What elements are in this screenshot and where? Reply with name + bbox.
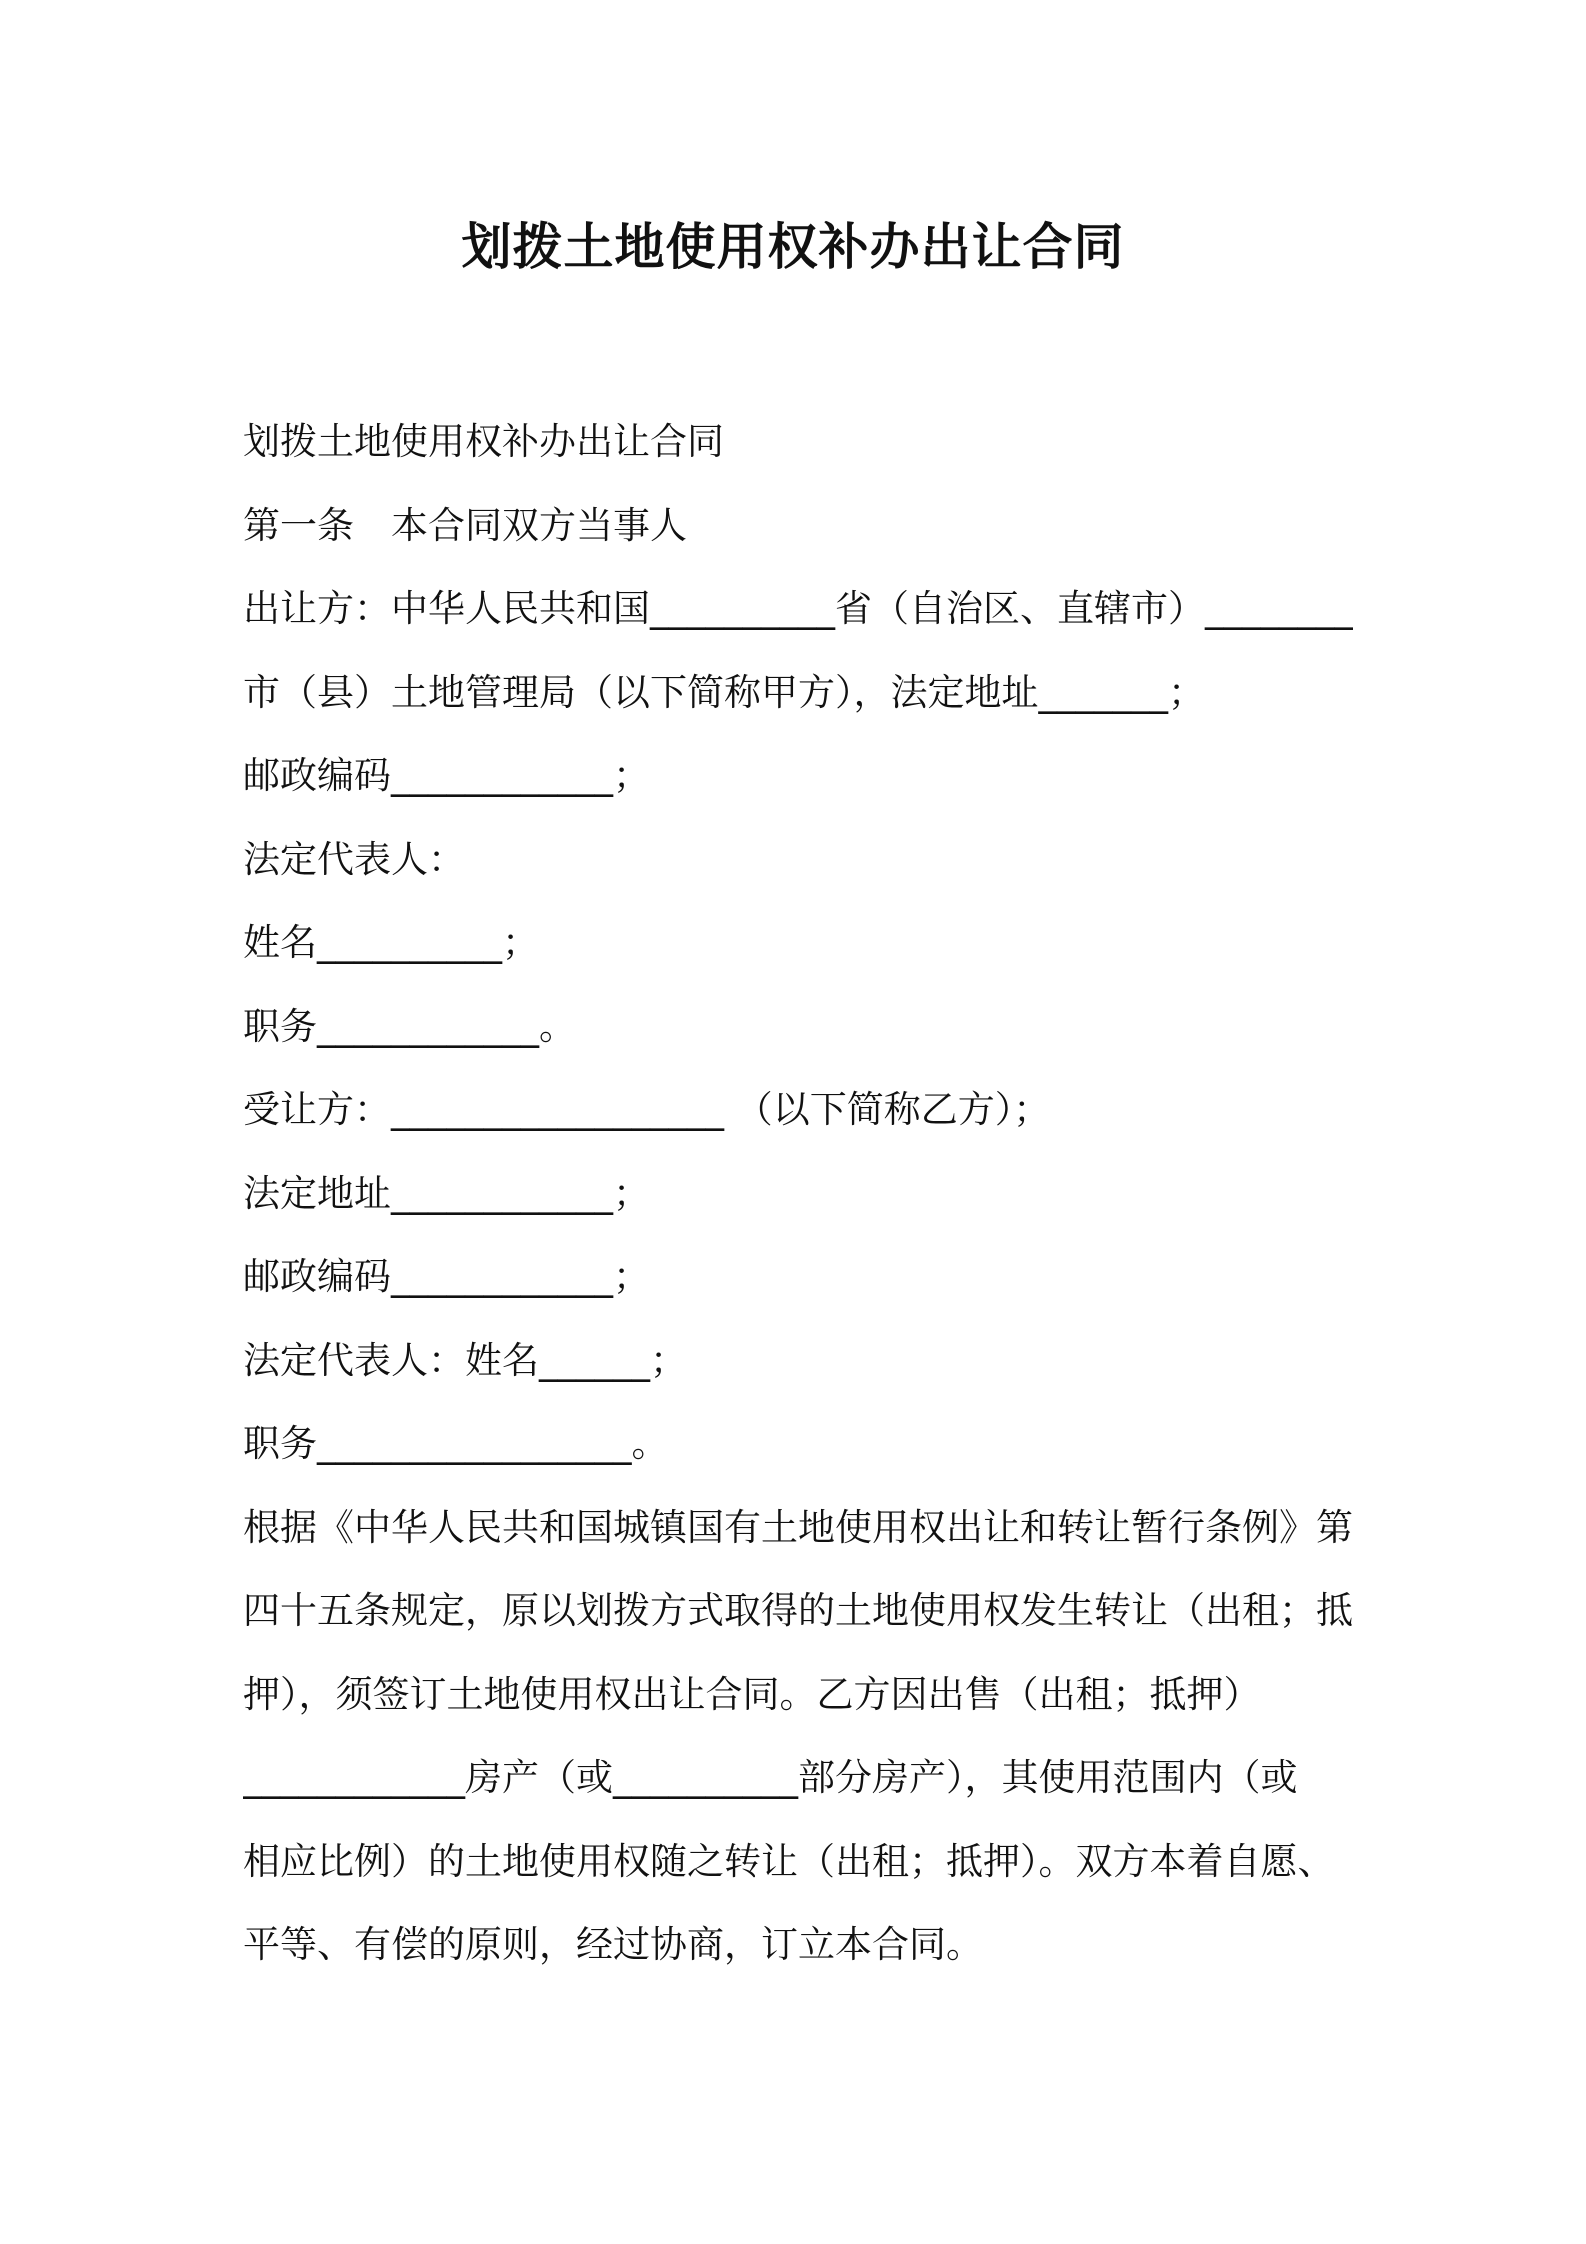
paragraph-line: 平等、有偿的原则，经过协商，订立本合同。 xyxy=(243,1923,983,1966)
paragraph-line: 四十五条规定，原以划拨方式取得的土地使用权发生转让（出租；抵 xyxy=(243,1589,1353,1632)
transferee-address-line: 法定地址____________； xyxy=(243,1171,650,1215)
document-body xyxy=(243,400,1353,1987)
transferee-line: 受让方：__________________ （以下简称乙方）； xyxy=(243,1088,1051,1131)
transferor-address-line: 市（县）土地管理局（以下简称甲方），法定地址_______； xyxy=(243,670,1205,714)
article-heading: 第一条 本合同双方当事人 xyxy=(243,503,687,547)
transferor-postcode-line: 邮政编码____________； xyxy=(243,754,650,797)
paragraph-line: 相应比例）的土地使用权随之转让（出租；抵押）。双方本着自愿、 xyxy=(243,1839,1335,1883)
transferee-representative-line: 法定代表人：姓名______； xyxy=(243,1338,687,1382)
transferor-representative-label: 法定代表人： xyxy=(243,837,465,881)
paragraph-line: 根据《中华人民共和国城镇国有土地使用权出让和转让暂行条例》第 xyxy=(243,1505,1353,1549)
transferee-postcode-line: 邮政编码____________； xyxy=(243,1255,650,1298)
document-title: 划拨土地使用权补办出让合同 xyxy=(461,218,1125,276)
paragraph-line: ____________房产（或__________部分房产），其使用范围内（或 xyxy=(243,1756,1298,1799)
body-heading: 划拨土地使用权补办出让合同 xyxy=(243,420,724,463)
transferor-name-line: 姓名__________； xyxy=(243,921,539,964)
transferor-line: 出让方：中华人民共和国__________省（自治区、直辖市）________ xyxy=(243,587,1353,630)
transferee-position-line: 职务_________________。 xyxy=(243,1422,669,1465)
paragraph-line: 押），须签订土地使用权出让合同。乙方因出售（出租；抵押） xyxy=(243,1672,1261,1716)
transferor-position-line: 职务____________。 xyxy=(243,1004,576,1048)
